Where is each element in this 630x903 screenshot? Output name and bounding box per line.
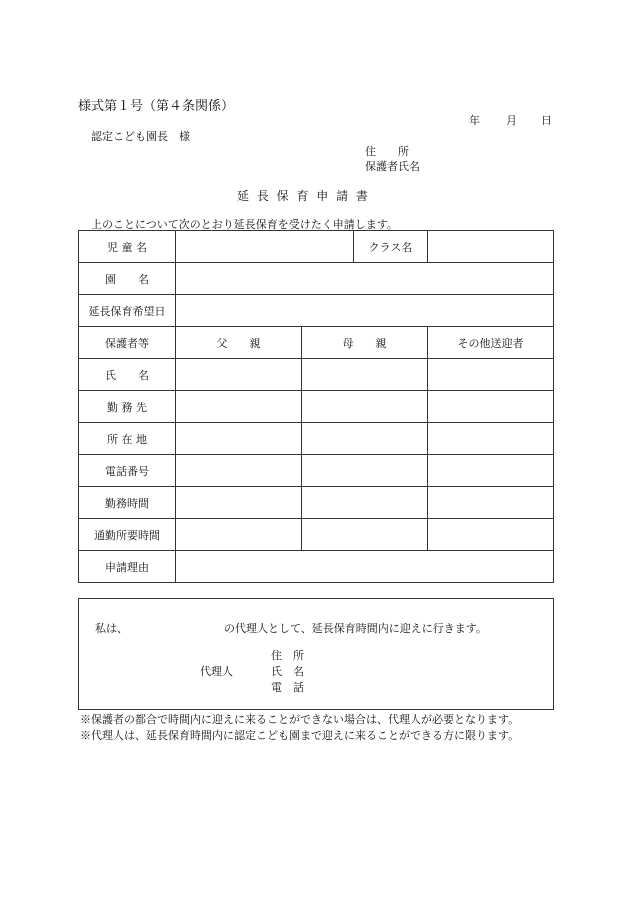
addressee: 認定こども園長 様 <box>91 130 190 143</box>
mother-field[interactable] <box>302 487 428 519</box>
father-field[interactable] <box>176 487 302 519</box>
child-name-label: 児 童 名 <box>79 231 176 263</box>
form-number: 様式第１号（第４条関係） <box>78 99 235 114</box>
date-year: 年 <box>469 114 480 127</box>
father-field[interactable] <box>176 391 302 423</box>
date-month: 月 <box>506 114 517 127</box>
mother-field[interactable] <box>302 455 428 487</box>
child-name-field[interactable] <box>176 231 354 263</box>
date-day: 日 <box>541 114 552 127</box>
desired-date-label: 延長保育希望日 <box>79 295 176 327</box>
proxy-box <box>78 598 554 710</box>
guardian-name-label: 保護者氏名 <box>365 160 420 173</box>
father-field[interactable] <box>176 455 302 487</box>
mother-field[interactable] <box>302 391 428 423</box>
desired-date-field[interactable] <box>176 295 554 327</box>
mother-field[interactable] <box>302 359 428 391</box>
row-label: 勤務時間 <box>79 487 176 519</box>
intro-text: 上のことについて次のとおり延長保育を受けたく申請します。 <box>91 218 398 231</box>
proxy-phone-label: 電 話 <box>271 681 304 694</box>
mother-field[interactable] <box>302 423 428 455</box>
other-header: その他送迎者 <box>428 327 554 359</box>
other-field[interactable] <box>428 519 554 551</box>
row-label: 電話番号 <box>79 455 176 487</box>
other-field[interactable] <box>428 423 554 455</box>
father-header: 父 親 <box>176 327 302 359</box>
father-field[interactable] <box>176 359 302 391</box>
document-title: 延 長 保 育 申 請 書 <box>237 189 370 203</box>
proxy-name-label: 氏 名 <box>271 665 304 678</box>
proxy-address-label: 住 所 <box>271 649 304 662</box>
guardian-header: 保護者等 <box>79 327 176 359</box>
mother-header: 母 親 <box>302 327 428 359</box>
proxy-label: 代理人 <box>200 665 233 678</box>
row-label: 勤 務 先 <box>79 391 176 423</box>
proxy-statement-prefix: 私は、 <box>95 622 128 635</box>
father-field[interactable] <box>176 519 302 551</box>
reason-field[interactable] <box>176 551 554 583</box>
row-label: 所 在 地 <box>79 423 176 455</box>
note-proxy-required: ※保護者の都合で時間内に迎えに来ることができない場合は、代理人が必要となります。 <box>80 713 520 726</box>
other-field[interactable] <box>428 359 554 391</box>
mother-field[interactable] <box>302 519 428 551</box>
school-name-label: 園 名 <box>79 263 176 295</box>
note-proxy-limit: ※代理人は、延長保育時間内に認定こども園まで迎えに来ることができる方に限ります。 <box>80 729 520 742</box>
row-label: 通勤所要時間 <box>79 519 176 551</box>
father-field[interactable] <box>176 423 302 455</box>
class-name-field[interactable] <box>428 231 554 263</box>
school-name-field[interactable] <box>176 263 554 295</box>
class-name-label: クラス名 <box>354 231 428 263</box>
reason-label: 申請理由 <box>79 551 176 583</box>
row-label: 氏 名 <box>79 359 176 391</box>
other-field[interactable] <box>428 455 554 487</box>
other-field[interactable] <box>428 391 554 423</box>
proxy-statement-suffix: の代理人として、延長保育時間内に迎えに行きます。 <box>224 622 487 635</box>
other-field[interactable] <box>428 487 554 519</box>
address-label: 住 所 <box>365 145 409 158</box>
application-table <box>78 230 554 583</box>
